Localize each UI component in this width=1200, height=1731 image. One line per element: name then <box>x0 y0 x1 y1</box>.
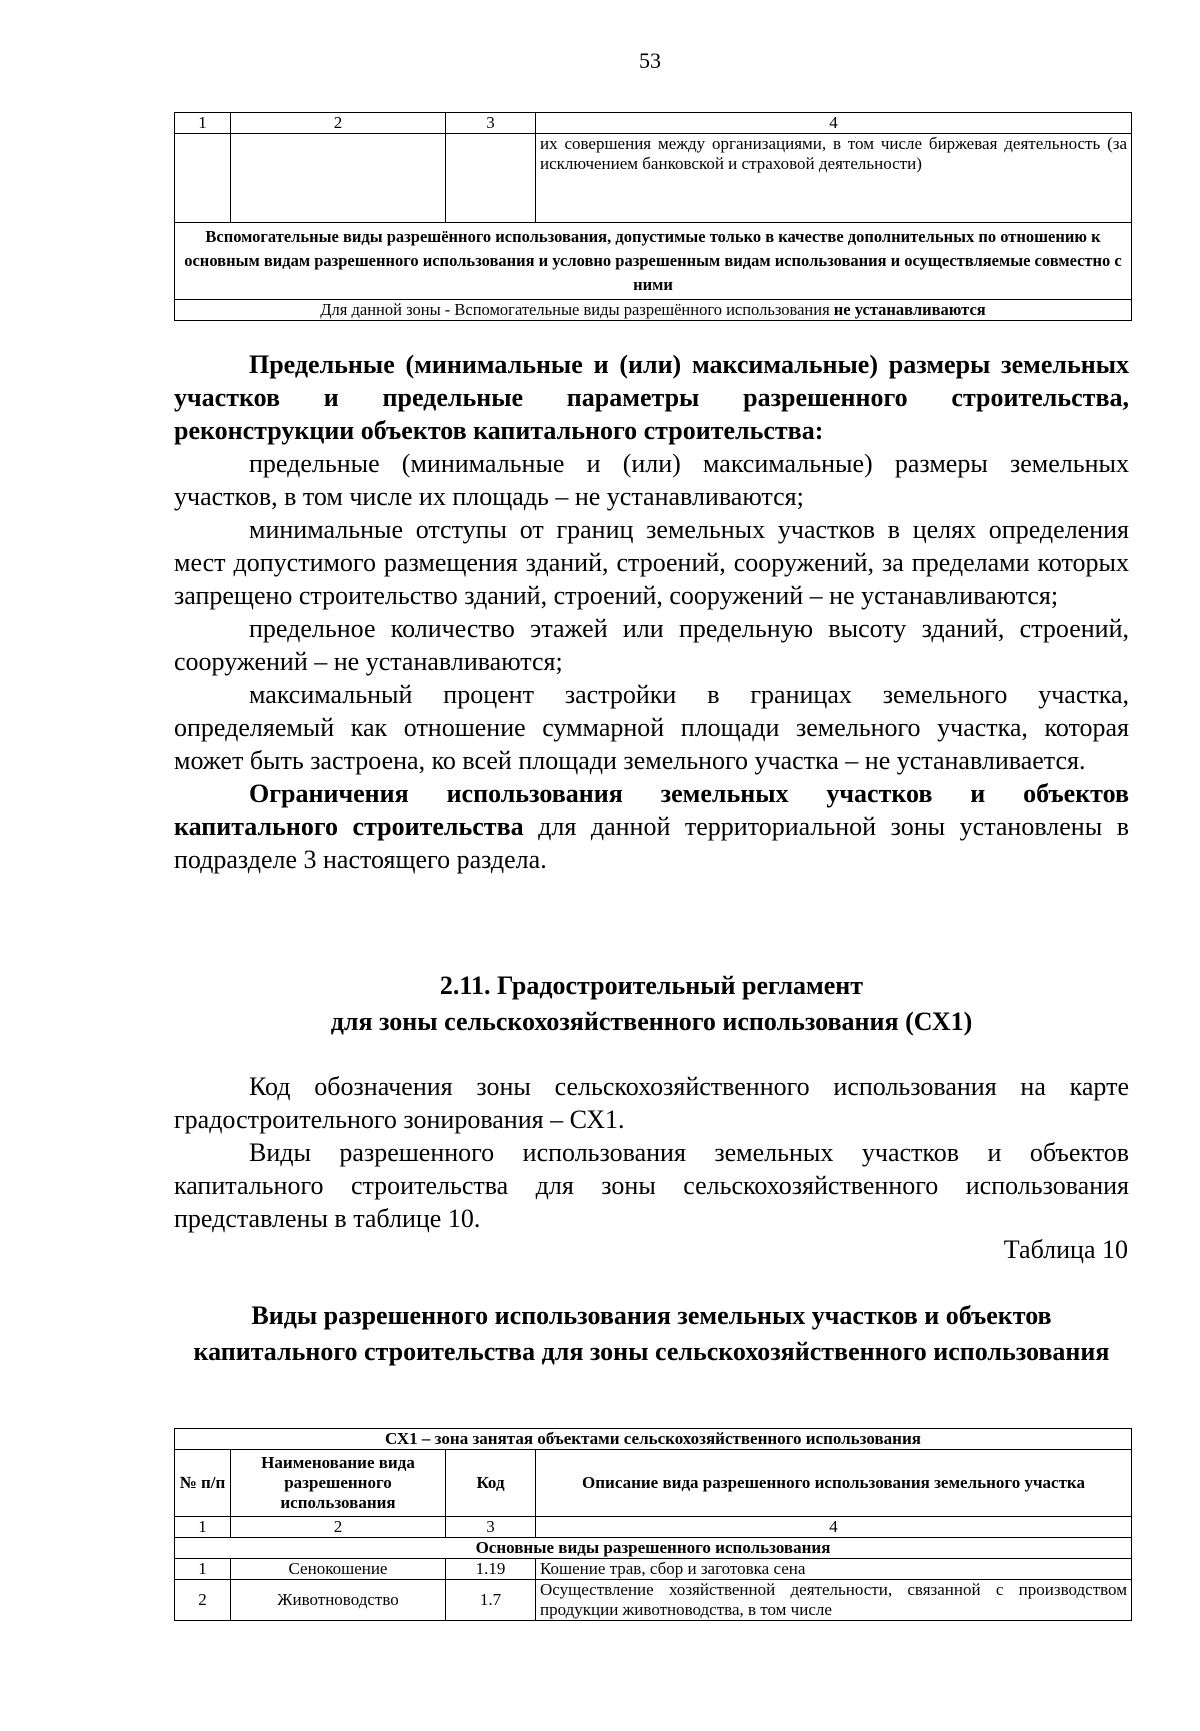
limits-heading: Предельные (минимальные и (или) максимальные) размеры земельных участков и предельные параметры разрешенного строительства, реконструкции объектов капитального строительства: <box>174 350 1129 445</box>
restrictions-bold: Ограничения использования земельных участков и объектов капитального строительства <box>174 779 1129 841</box>
table-row <box>175 1580 1132 1621</box>
table-cell <box>446 134 536 223</box>
restrictions-rest: для данной территориальной зоны установлены в подразделе 3 настоящего раздела. <box>174 812 1129 874</box>
restrictions-paragraph <box>174 777 1129 876</box>
section-title-line-1: 2.11. Градостроительный регламент <box>439 971 864 1000</box>
table-cell: 4 <box>536 113 1132 134</box>
table-row <box>175 1517 1132 1538</box>
zone-title: СХ1 – зона занятая объектами сельскохозяйственного использования <box>175 1429 1132 1450</box>
note-bold: не устанавливаются <box>833 300 986 319</box>
auxiliary-uses-heading: Вспомогательные виды разрешённого использования, допустимые только в качестве дополнительных по отношению к основным видам разрешенного использования и условно разрешенным видам использования и осуществляемые совместно с ними <box>175 223 1132 300</box>
table-row <box>175 134 1132 223</box>
table-row <box>175 300 1132 321</box>
table-cell: 3 <box>446 113 536 134</box>
section-intro <box>174 1070 1129 1235</box>
table-cell: 1 <box>175 1559 231 1580</box>
column-header: Описание вида разрешенного использования земельного участка <box>536 1450 1132 1517</box>
table-row <box>175 1538 1132 1559</box>
table-cell: 4 <box>536 1517 1132 1538</box>
section-title-line-2: для зоны сельскохозяйственного использования (СХ1) <box>330 1007 973 1036</box>
column-header: Наименование вида разрешенного использования <box>231 1450 446 1517</box>
table-header-row <box>175 1450 1132 1517</box>
table-cell: Осуществление хозяйственной деятельности, связанной с производством продукции животноводства, в том числе <box>536 1580 1132 1621</box>
column-header: Код <box>446 1450 536 1517</box>
table-cell: Кошение трав, сбор и заготовка сена <box>536 1559 1132 1580</box>
main-uses-heading: Основные виды разрешенного использования <box>175 1538 1132 1559</box>
table-row <box>175 1429 1132 1450</box>
continuation-table <box>174 112 1132 321</box>
paragraph: максимальный процент застройки в границах земельного участка, определяемый как отношение суммарной площади земельного участка, которая может быть застроена, ко всей площади земельного участка – не устанавливается. <box>174 680 1129 775</box>
table-cell: 2 <box>175 1580 231 1621</box>
table-cell: 2 <box>231 113 446 134</box>
table-cell: Животноводство <box>231 1580 446 1621</box>
table-cell: 1 <box>175 1517 231 1538</box>
table-row <box>175 223 1132 300</box>
note-prefix: Для данной зоны - Вспомогательные виды разрешённого использования <box>320 300 834 319</box>
page-number: 53 <box>639 48 661 73</box>
paragraph: Код обозначения зоны сельскохозяйственного использования на карте градостроительного зонирования – СХ1. <box>174 1072 1129 1134</box>
table-title: Виды разрешенного использования земельных участков и объектов капитального строительства для зоны сельскохозяйственного использования <box>193 1301 1110 1366</box>
table-header-row <box>175 113 1132 134</box>
table-cell: 1.7 <box>446 1580 536 1621</box>
table-cell <box>175 134 231 223</box>
column-header: № п/п <box>175 1450 231 1517</box>
continuation-text: их совершения между организациями, в том числе биржевая деятельность (за исключением банковской и страховой деятельности) <box>536 134 1132 223</box>
table-cell: Сенокошение <box>231 1559 446 1580</box>
permitted-uses-table <box>174 1428 1132 1621</box>
paragraph: предельное количество этажей или предельную высоту зданий, строений, сооружений – не устанавливаются; <box>174 614 1129 676</box>
limits-block <box>174 348 1129 876</box>
section-title <box>174 968 1129 1040</box>
table-cell <box>231 134 446 223</box>
table-row <box>175 1559 1132 1580</box>
paragraph: минимальные отступы от границ земельных участков в целях определения мест допустимого размещения зданий, строений, сооружений, за пределами которых запрещено строительство зданий, строений, сооружений – не устанавливаются; <box>174 515 1129 610</box>
table-label: Таблица 10 <box>1003 1235 1128 1264</box>
table-cell: 3 <box>446 1517 536 1538</box>
auxiliary-uses-note <box>175 300 1132 321</box>
paragraph: Виды разрешенного использования земельных участков и объектов капитального строительства для зоны сельскохозяйственного использования представлены в таблице 10. <box>174 1138 1129 1233</box>
table-cell: 1.19 <box>446 1559 536 1580</box>
paragraph: предельные (минимальные и (или) максимальные) размеры земельных участков, в том числе их площадь – не устанавливаются; <box>174 449 1129 511</box>
table-cell: 2 <box>231 1517 446 1538</box>
table-cell: 1 <box>175 113 231 134</box>
